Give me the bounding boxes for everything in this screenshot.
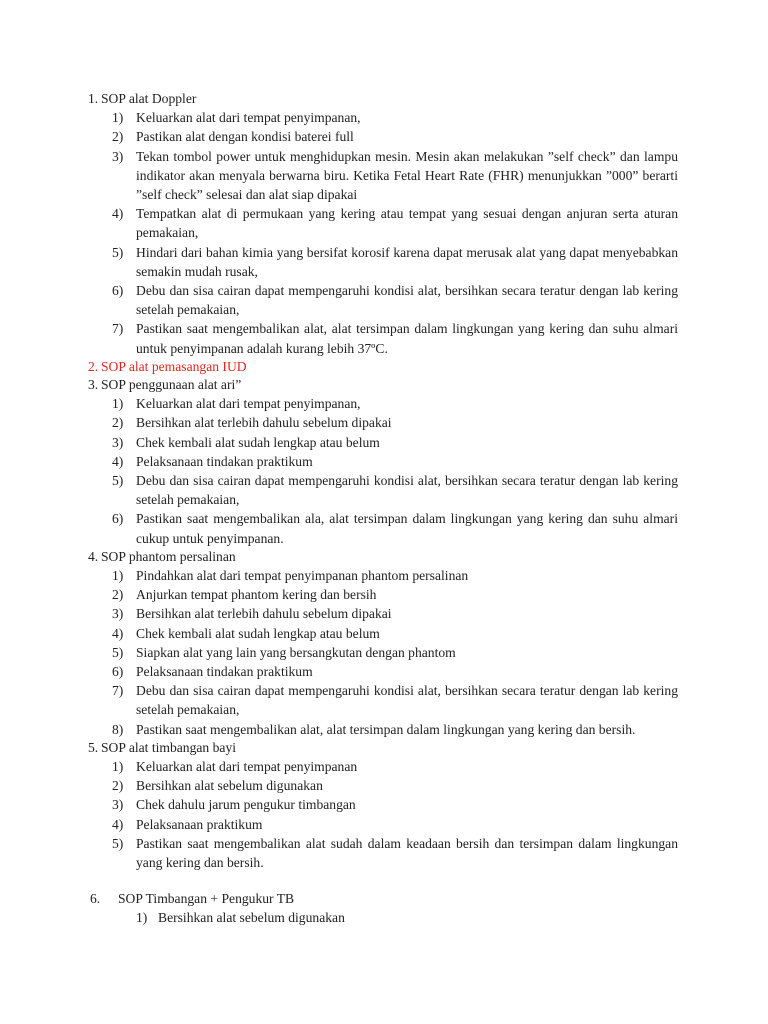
item-text: Bersihkan alat terlebih dahulu sebelum dipakai: [136, 415, 392, 431]
item-text: Chek kembali alat sudah lengkap atau belum: [136, 625, 380, 641]
section-heading: [88, 548, 678, 566]
list-item: [101, 243, 678, 281]
item-text: Chek dahulu jarum pengukur timbangan: [136, 797, 356, 813]
section-title: SOP alat Doppler: [101, 91, 197, 106]
item-text: Tekan tombol power untuk menghidupkan mesin. Mesin akan melakukan ”self check” dan lampu indikator akan menyala berwarna biru. Ketika Fetal Heart Rate (FHR) menunjukkan ”000” berarti ”self check” selesai dan alat siap dipakai: [136, 148, 678, 202]
list-item: [101, 281, 678, 319]
list-item: [101, 147, 678, 205]
section-heading: [88, 376, 678, 394]
item-number: 3): [112, 434, 124, 450]
list-item: [101, 757, 678, 776]
sop-section-phantom: [0, 548, 768, 739]
item-text: Keluarkan alat dari tempat penyimpanan,: [136, 396, 361, 412]
item-number: 4): [112, 206, 124, 222]
item-text: Anjurkan tempat phantom kering dan bersih: [136, 587, 377, 603]
paragraph-spacer: [0, 872, 768, 890]
item-number: 5): [112, 835, 124, 851]
list-item: [101, 585, 678, 604]
item-text: Pastikan saat mengembalikan ala, alat tersimpan dalam lingkungan yang kering dan suhu almari cukup untuk penyimpanan.: [136, 511, 678, 546]
item-number: 1): [112, 396, 124, 412]
section-title: SOP alat pemasangan IUD: [101, 358, 247, 374]
section-number: 2.: [88, 358, 99, 374]
item-number: 6): [112, 511, 124, 527]
item-number: 5): [112, 473, 124, 489]
section-number: 4.: [88, 548, 99, 564]
section-heading: [88, 358, 678, 376]
item-number: 1): [112, 568, 124, 584]
document-body: [0, 90, 768, 928]
item-text: Hindari dari bahan kimia yang bersifat korosif karena dapat merusak alat yang dapat menyebabkan semakin mudah rusak,: [136, 244, 678, 279]
item-number: 8): [112, 721, 124, 737]
item-number: 3): [112, 797, 124, 813]
item-text: Siapkan alat yang lain yang bersangkutan dengan phantom: [136, 644, 456, 660]
section-heading: [90, 890, 678, 908]
item-text: Keluarkan alat dari tempat penyimpanan: [136, 759, 358, 775]
list-item: [101, 834, 678, 872]
sop-section-alat-ari: [0, 376, 768, 548]
list-item: [101, 509, 678, 547]
item-number: 1): [112, 110, 124, 126]
item-number: 6): [112, 283, 124, 299]
list-item: [101, 815, 678, 834]
section-title: SOP penggunaan alat ari”: [101, 377, 242, 393]
item-number: 3): [112, 606, 124, 622]
list-item: [101, 452, 678, 471]
item-text: Keluarkan alat dari tempat penyimpanan,: [136, 110, 361, 126]
item-text: Bersihkan alat sebelum digunakan: [158, 910, 345, 926]
list-item: [101, 604, 678, 623]
item-number: 5): [112, 644, 124, 660]
sop-section-iud: [0, 358, 768, 376]
section-number: 5.: [88, 739, 99, 755]
list-item: [101, 681, 678, 719]
section-title: SOP phantom persalinan: [101, 548, 236, 564]
list-item: [101, 566, 678, 585]
item-text: Debu dan sisa cairan dapat mempengaruhi kondisi alat, bersihkan secara teratur dengan lab kering setelah pemakaian,: [136, 683, 678, 718]
item-number: 3): [112, 148, 124, 164]
item-text: Pastikan saat mengembalikan alat, alat tersimpan dalam lingkungan yang kering dan bersih.: [136, 721, 636, 737]
list-item: [101, 471, 678, 509]
list-item: [101, 413, 678, 432]
item-number: 1): [112, 759, 124, 775]
item-text: Tempatkan alat di permukaan yang kering atau tempat yang sesuai dengan anjuran serta aturan pemakaian,: [136, 206, 678, 241]
item-number: 5): [112, 244, 124, 260]
item-text: Pelaksanaan tindakan praktikum: [136, 664, 313, 680]
item-number: 2): [112, 778, 124, 794]
item-number: 4): [112, 625, 124, 641]
item-number: 4): [112, 816, 124, 832]
item-text: Pelaksanaan tindakan praktikum: [136, 453, 313, 469]
list-item: [101, 662, 678, 681]
item-text: Pelaksanaan praktikum: [136, 816, 263, 832]
item-number: 2): [112, 415, 124, 431]
sop-section-timbangan-tb: [0, 890, 768, 927]
list-item: [101, 795, 678, 814]
item-number: 7): [112, 321, 124, 337]
item-text: Pastikan alat dengan kondisi baterei full: [136, 129, 354, 145]
item-text: Debu dan sisa cairan dapat mempengaruhi kondisi alat, bersihkan secara teratur dengan lab kering setelah pemakaian,: [136, 473, 678, 508]
list-item: [101, 776, 678, 795]
item-text: Bersihkan alat terlebih dahulu sebelum dipakai: [136, 606, 392, 622]
list-item: [101, 643, 678, 662]
section-number: 1.: [88, 91, 99, 106]
item-text: Pindahkan alat dari tempat penyimpanan phantom persalinan: [136, 568, 469, 584]
list-item: [101, 108, 678, 127]
list-item: [101, 204, 678, 242]
list-item: [101, 127, 678, 146]
list-item: [90, 908, 678, 927]
item-text: Debu dan sisa cairan dapat mempengaruhi kondisi alat, bersihkan secara teratur dengan lab kering setelah pemakaian,: [136, 283, 678, 318]
item-text: Pastikan saat mengembalikan alat, alat tersimpan dalam lingkungan yang kering dan suhu almari untuk penyimpanan adalah kurang lebih 37ºC.: [136, 321, 678, 356]
item-text: Pastikan saat mengembalikan alat sudah dalam keadaan bersih dan tersimpan dalam lingkungan yang kering dan bersih.: [136, 835, 678, 871]
sop-section-timbangan-bayi: [0, 739, 768, 872]
section-heading: [88, 90, 678, 108]
list-item: [101, 319, 678, 357]
item-number: 1): [136, 910, 148, 926]
section-title: SOP alat timbangan bayi: [101, 739, 237, 755]
section-number: 6.: [90, 891, 101, 907]
list-item: [101, 433, 678, 452]
item-number: 6): [112, 664, 124, 680]
list-item: [101, 624, 678, 643]
section-number: 3.: [88, 377, 99, 393]
item-number: 7): [112, 683, 124, 699]
section-title: SOP Timbangan + Pengukur TB: [118, 891, 295, 907]
item-number: 2): [112, 129, 124, 145]
item-number: 4): [112, 453, 124, 469]
item-text: Bersihkan alat sebelum digunakan: [136, 778, 323, 794]
section-heading: [88, 739, 678, 757]
item-text: Chek kembali alat sudah lengkap atau belum: [136, 434, 380, 450]
list-item: [101, 394, 678, 413]
item-number: 2): [112, 587, 124, 603]
list-item: [101, 720, 678, 739]
sop-section-doppler: [0, 90, 768, 358]
